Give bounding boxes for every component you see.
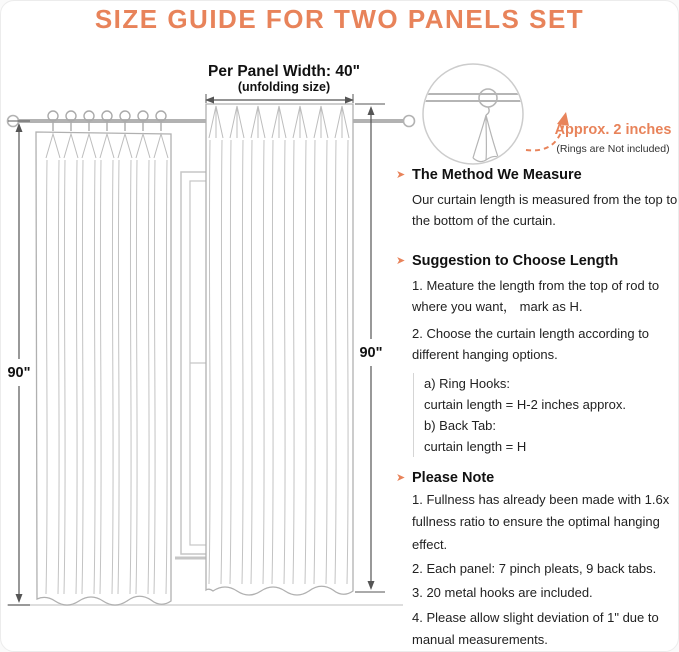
option-ring-hooks-value: curtain length = H-2 inches approx. [424, 397, 626, 413]
measure-heading: The Method We Measure [412, 167, 582, 183]
suggestion-step-1: 1. Meature the length from the top of rod to where you want， mark as H. [412, 278, 660, 315]
page-title: SIZE GUIDE FOR TWO PANELS SET [94, 4, 585, 34]
hanging-options-block [413, 373, 679, 457]
left-curtain-panel [36, 132, 171, 605]
option-back-tab-label: b) Back Tab: [424, 418, 497, 434]
suggestion-heading: Suggestion to Choose Length [412, 253, 619, 269]
note-heading: Please Note [412, 470, 495, 486]
section-measure [395, 167, 679, 231]
unfolding-size-label: (unfolding size) [237, 80, 331, 94]
right-height-label: 90" [359, 345, 383, 361]
right-curtain-panel [206, 104, 353, 595]
rings-not-included-note: (Rings are Not included) [556, 143, 670, 155]
option-ring-hooks-label: a) Ring Hooks: [424, 376, 510, 392]
panel-width-label: Per Panel Width: 40" [208, 63, 360, 80]
section-please-note [395, 470, 679, 652]
curtain-diagram [1, 56, 421, 646]
section-bullet-icon: ➤ [396, 255, 406, 267]
note-item-3: 3. 20 metal hooks are included. [412, 585, 593, 601]
note-item-4: 4. Please allow slight deviation of 1" due to manual measurements. [412, 609, 659, 648]
panel-width-dimension [205, 94, 354, 104]
note-item-2: 2. Each panel: 7 pinch pleats, 9 back tabs. [412, 561, 657, 577]
measure-body: Our curtain length is measured from the top to the bottom of the curtain. [412, 192, 678, 229]
section-bullet-icon: ➤ [396, 472, 406, 484]
approx-two-inches-label: Approx. 2 inches [554, 122, 672, 138]
note-item-1: 1. Fullness has already been made with 1.6x fullness ratio to ensure the optimal hanging effect. [412, 492, 670, 552]
left-height-label: 90" [7, 365, 31, 381]
option-back-tab-value: curtain length = H [424, 439, 527, 455]
section-suggestion [395, 253, 679, 457]
left-height-dimension [8, 121, 30, 605]
suggestion-step-2: 2. Choose the curtain length according to different hanging options. [412, 326, 650, 363]
detail-circle [423, 64, 523, 164]
ring-detail-callout [414, 58, 679, 176]
section-bullet-icon: ➤ [396, 169, 406, 181]
